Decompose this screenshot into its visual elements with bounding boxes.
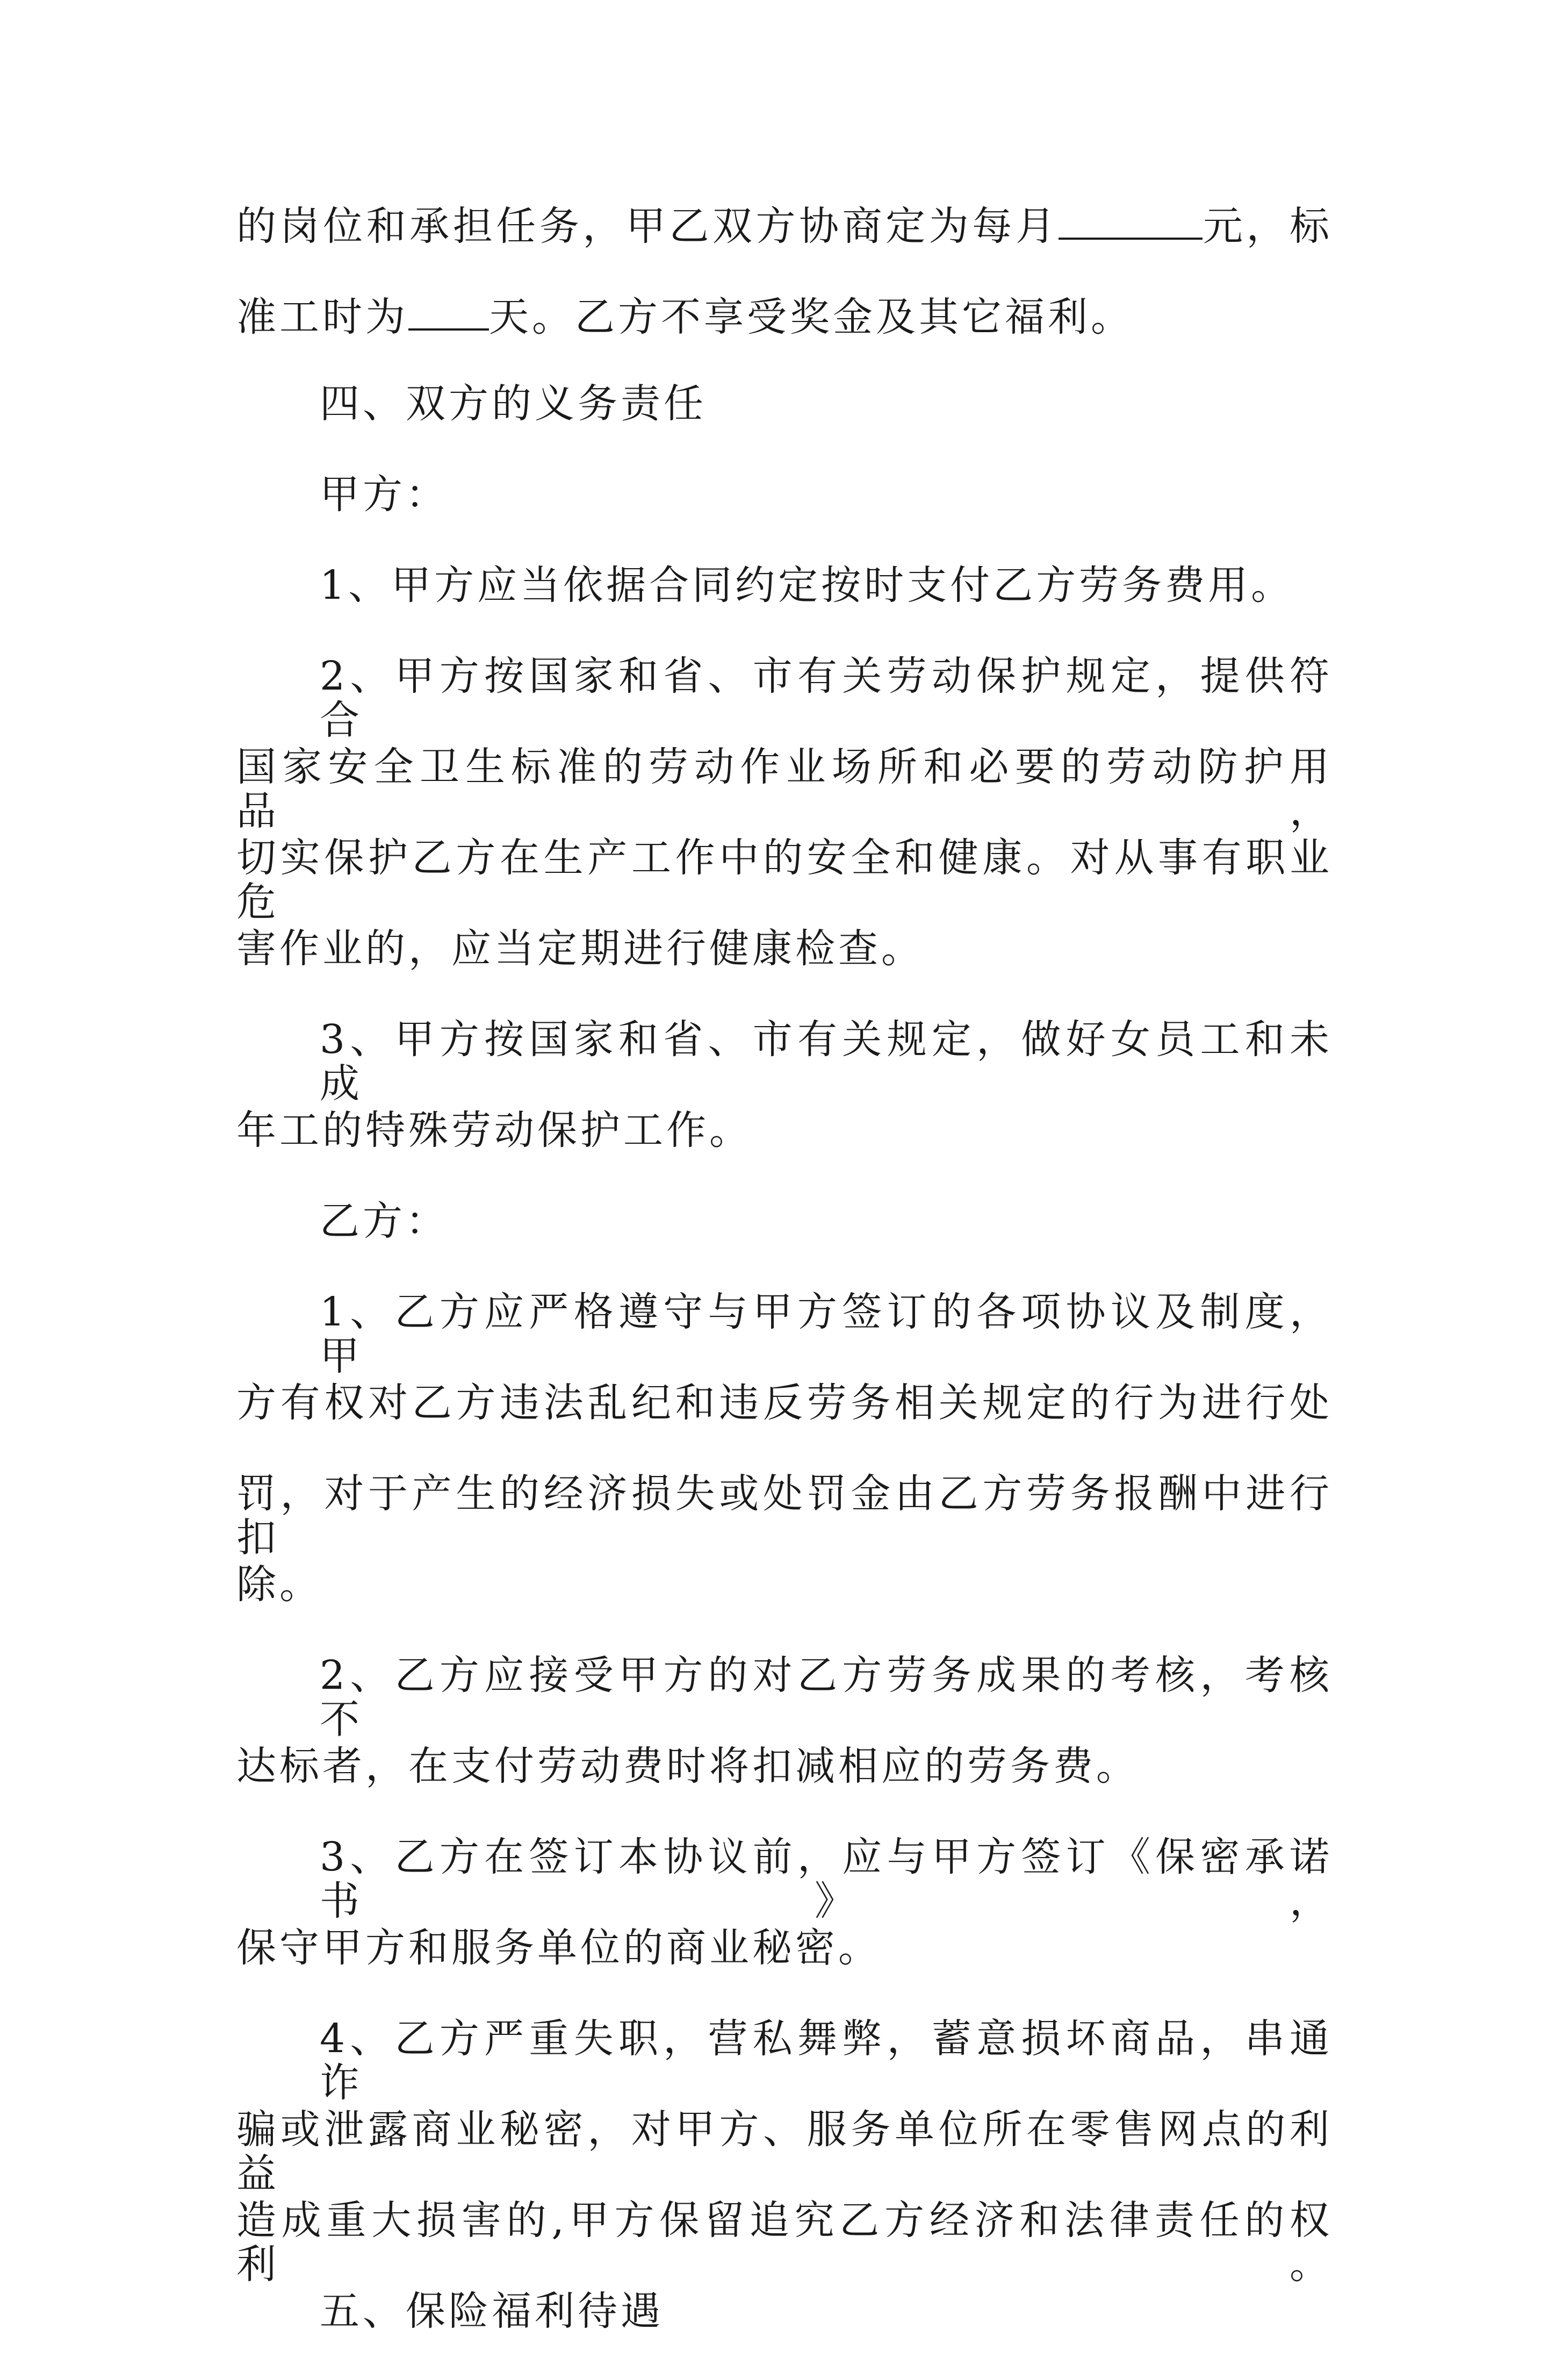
paragraph-line: 达标者，在支付劳动费时将扣减相应的劳务费。 [236, 1743, 1139, 1789]
party-heading: 乙方： [320, 1198, 449, 1244]
document-page [236, 200, 1333, 2380]
paragraph-line: 除。 [236, 1561, 322, 1608]
paragraph-line: 切实保护乙方在生产工作中的安全和健康。对从事有职业危 [236, 835, 1333, 925]
paragraph-line: 3、甲方按国家和省、市有关规定，做好女员工和未成 [320, 1016, 1333, 1107]
paragraph-line: 1、乙方应严格遵守与甲方签订的各项协议及制度，甲 [320, 1289, 1333, 1379]
paragraph-line: 造成重大损害的,甲方保留追究乙方经济和法律责任的权利。 [236, 2197, 1333, 2288]
text-segment: 元，标 [1203, 203, 1333, 249]
paragraph-line: 保守甲方和服务单位的商业秘密。 [236, 1925, 881, 1971]
paragraph-line: 3、乙方在签订本协议前，应与甲方签订《保密承诺书》， [320, 1834, 1333, 1924]
paragraph-line: 1、甲方应当依据合同约定按时支付乙方劳务费用。 [320, 562, 1294, 608]
paragraph-line: 国家安全卫生标准的劳动作业场所和必要的劳动防护用品， [236, 744, 1333, 834]
blank-field [1059, 200, 1203, 240]
paragraph-line: 害作业的，应当定期进行健康检查。 [236, 926, 924, 972]
section-heading: 五、保险福利待遇 [320, 2288, 664, 2334]
blank-field [408, 291, 489, 331]
text-segment: 天。乙方不享受奖金及其它福利。 [489, 294, 1134, 340]
paragraph-line [236, 291, 1333, 340]
paragraph-line: 骗或泄露商业秘密，对甲方、服务单位所在零售网点的利益 [236, 2106, 1333, 2197]
paragraph-line: 4、乙方严重失职，营私舞弊，蓄意损坏商品，串通诈 [320, 2016, 1333, 2106]
paragraph-line: 2、乙方应接受甲方的对乙方劳务成果的考核，考核不 [320, 1652, 1333, 1743]
section-heading: 四、双方的义务责任 [320, 381, 707, 427]
text-segment: 准工时为 [236, 294, 408, 340]
text-segment: 的岗位和承担任务，甲乙双方协商定为每月 [236, 203, 1059, 249]
paragraph-line [236, 200, 1333, 249]
paragraph-line: 年工的特殊劳动保护工作。 [236, 1107, 752, 1153]
paragraph-line: 方有权对乙方违法乱纪和违反劳务相关规定的行为进行处 [236, 1380, 1333, 1426]
paragraph-line: 罚，对于产生的经济损失或处罚金由乙方劳务报酬中进行扣 [236, 1471, 1333, 1561]
paragraph-line: 2、甲方按国家和省、市有关劳动保护规定，提供符合 [320, 653, 1333, 743]
party-heading: 甲方： [320, 471, 449, 518]
